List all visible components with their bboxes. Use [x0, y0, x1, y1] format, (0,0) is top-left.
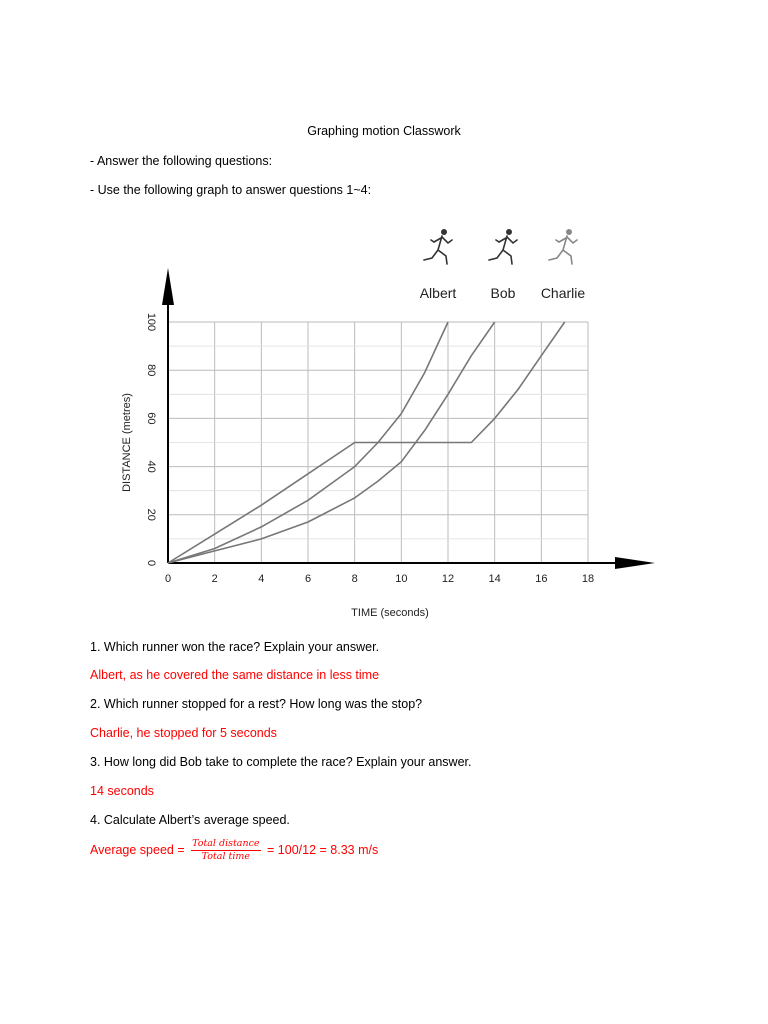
x-tick-label: 0 [164, 573, 172, 585]
x-tick-label: 8 [351, 573, 358, 585]
question-2: 2. Which runner stopped for a rest? How long was the stop? [90, 697, 423, 711]
question-1: 1. Which runner won the race? Explain your answer. [90, 640, 380, 654]
distance-time-graph [110, 220, 670, 630]
x-tick-label: 12 [441, 573, 455, 585]
answer-2: Charlie, he stopped for 5 seconds [90, 726, 277, 740]
x-tick-label: 6 [304, 573, 312, 585]
x-tick-label: 10 [395, 573, 408, 585]
x-tick-label: 16 [535, 573, 548, 585]
x-tick-label: 4 [258, 573, 265, 585]
formula-numerator: Total distance [192, 838, 260, 849]
answer-1: Albert, as he covered the same distance in less time [90, 668, 380, 682]
runner-body [549, 236, 577, 264]
legend-label-charlie: Charlie [540, 285, 586, 301]
y-tick-label: 100 [145, 312, 157, 332]
x-tick-label: 14 [488, 573, 501, 585]
y-axis-arrow [162, 268, 174, 305]
chart-labels [121, 285, 594, 619]
answer-3: 14 seconds [90, 784, 154, 798]
runner-head [441, 229, 447, 235]
y-tick-label: 40 [145, 460, 157, 473]
x-tick-label: 2 [211, 573, 218, 585]
legend-label-albert: Albert [419, 285, 457, 301]
runner-icons [424, 229, 577, 264]
instruction-2: - Use the following graph to answer questions 1~4: [90, 183, 372, 197]
y-tick-label: 20 [145, 508, 157, 521]
answer-4 [90, 838, 378, 863]
runner-body [489, 236, 517, 264]
legend-label-bob: Bob [490, 285, 516, 301]
x-axis-title: TIME (seconds) [351, 607, 429, 619]
runner-icon [424, 229, 452, 264]
runner-head [506, 229, 512, 235]
runner-body [424, 236, 452, 264]
y-tick-label: 60 [145, 412, 157, 425]
y-tick-label: 0 [145, 559, 157, 567]
question-3: 3. How long did Bob take to complete the race? Explain your answer. [90, 755, 472, 769]
runner-icon [549, 229, 577, 264]
answer-4-prefix: Average speed = [90, 842, 185, 857]
answer-4-suffix: = 100/12 = 8.33 m/s [267, 842, 379, 857]
x-tick-label: 18 [581, 573, 595, 585]
instruction-1: - Answer the following questions: [90, 154, 273, 168]
question-4: 4. Calculate Albert’s average speed. [90, 813, 290, 827]
speed-formula [191, 838, 260, 863]
x-axis-arrow [615, 557, 655, 569]
runner-head [566, 229, 572, 235]
runner-icon [489, 229, 517, 264]
page-title: Graphing motion Classwork [307, 124, 461, 138]
formula-denominator: Total time [201, 851, 250, 862]
y-axis-title: DISTANCE (metres) [121, 393, 133, 492]
y-tick-label: 80 [145, 364, 157, 377]
